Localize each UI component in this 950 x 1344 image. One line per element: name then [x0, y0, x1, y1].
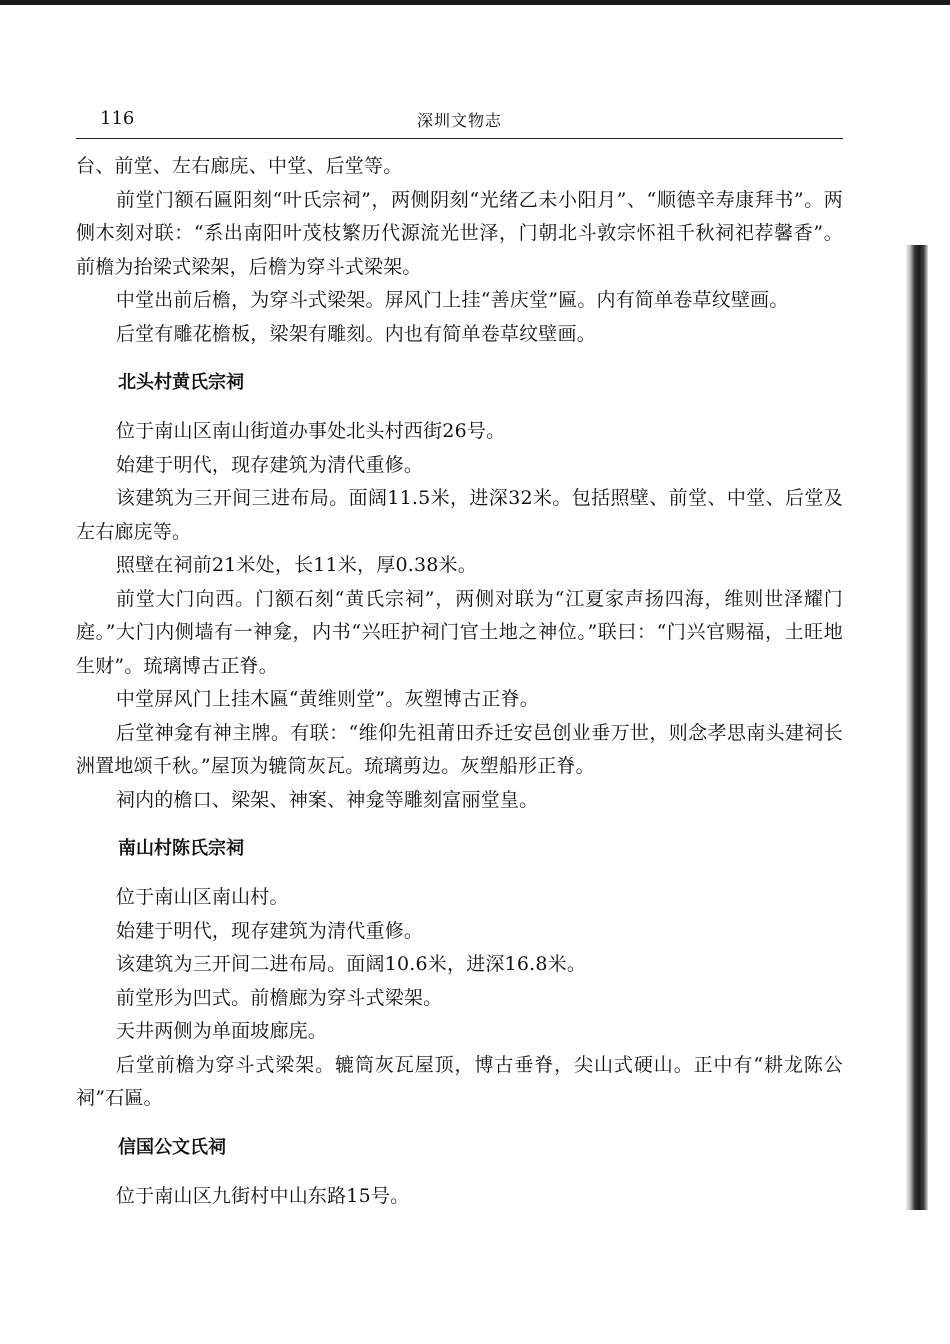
paragraph: 后堂神龛有神主牌。有联：“维仰先祖莆田乔迁安邑创业垂万世，则念孝思南头建祠长洲置地颂千秋。”屋顶为辘筒灰瓦。琉璃剪边。灰塑船形正脊。 — [76, 721, 843, 777]
page-header — [76, 104, 843, 139]
book-spine-shadow — [906, 245, 928, 1210]
paragraph: 后堂前檐为穿斗式梁架。辘筒灰瓦屋顶，博古垂脊，尖山式硬山。正中有“耕龙陈公祠”石匾。 — [76, 1053, 843, 1109]
paragraph: 位于南山区南山村。 — [115, 886, 289, 908]
paragraph: 前堂大门向西。门额石刻“黄氏宗祠”，两侧对联为“江夏家声扬四海，维则世泽耀门庭。”大门内侧墙有一神龛，内书“兴旺护祠门官土地之神位。”联曰：“门兴官赐福，土旺地生财”。琉璃博古正脊。 — [76, 587, 843, 677]
paragraph: 始建于明代，现存建筑为清代重修。 — [115, 453, 424, 476]
paragraph: 位于南山区南山街道办事处北头村西街26号。 — [115, 420, 506, 442]
paragraph: 该建筑为三开间二进布局。面阔10.6米，进深16.8米。 — [115, 953, 587, 975]
paragraph: 天井两侧为单面坡廊庑。 — [115, 1020, 328, 1042]
body-text — [76, 150, 843, 1213]
paragraph: 祠内的檐口、梁架、神案、神龛等雕刻富丽堂皇。 — [115, 788, 539, 811]
paragraph: 该建筑为三开间三进布局。面阔11.5米，进深32米。包括照壁、前堂、中堂、后堂及左右廊庑等。 — [76, 487, 843, 543]
paragraph: 照壁在祠前21米处，长11米，厚0.38米。 — [115, 554, 477, 576]
page-top-edge — [0, 0, 950, 5]
paragraph: 位于南山区九街村中山东路15号。 — [115, 1184, 410, 1207]
paragraph: 中堂出前后檐，为穿斗式梁架。屏风门上挂“善庆堂”匾。内有简单卷草纹壁画。 — [115, 289, 789, 311]
page-number: 116 — [100, 108, 135, 129]
section-heading: 南山村陈氏宗祠 — [118, 838, 244, 859]
paragraph: 中堂屏风门上挂木匾“黄维则堂”。灰塑博古正脊。 — [115, 688, 539, 710]
running-title: 深圳文物志 — [416, 111, 502, 130]
paragraph: 始建于明代，现存建筑为清代重修。 — [115, 919, 424, 942]
section-heading: 信国公文氏祠 — [118, 1136, 226, 1158]
paragraph: 台、前堂、左右廊庑、中堂、后堂等。 — [76, 155, 403, 177]
paragraph: 后堂有雕花檐板，梁架有雕刻。内也有简单卷草纹壁画。 — [115, 322, 596, 345]
section-heading: 北头村黄氏宗祠 — [118, 372, 244, 393]
paragraph: 前堂门额石匾阳刻“叶氏宗祠”，两侧阴刻“光绪乙未小阳月”、“顺德辛寿康拜书”。两侧木刻对联：“系出南阳叶茂枝繁历代源流光世泽，门朝北斗敦宗怀祖千秋祠祀荐馨香”。前檐为抬梁式梁架，后檐为穿斗式梁架。 — [76, 188, 843, 278]
paragraph: 前堂形为凹式。前檐廊为穿斗式梁架。 — [115, 986, 443, 1009]
